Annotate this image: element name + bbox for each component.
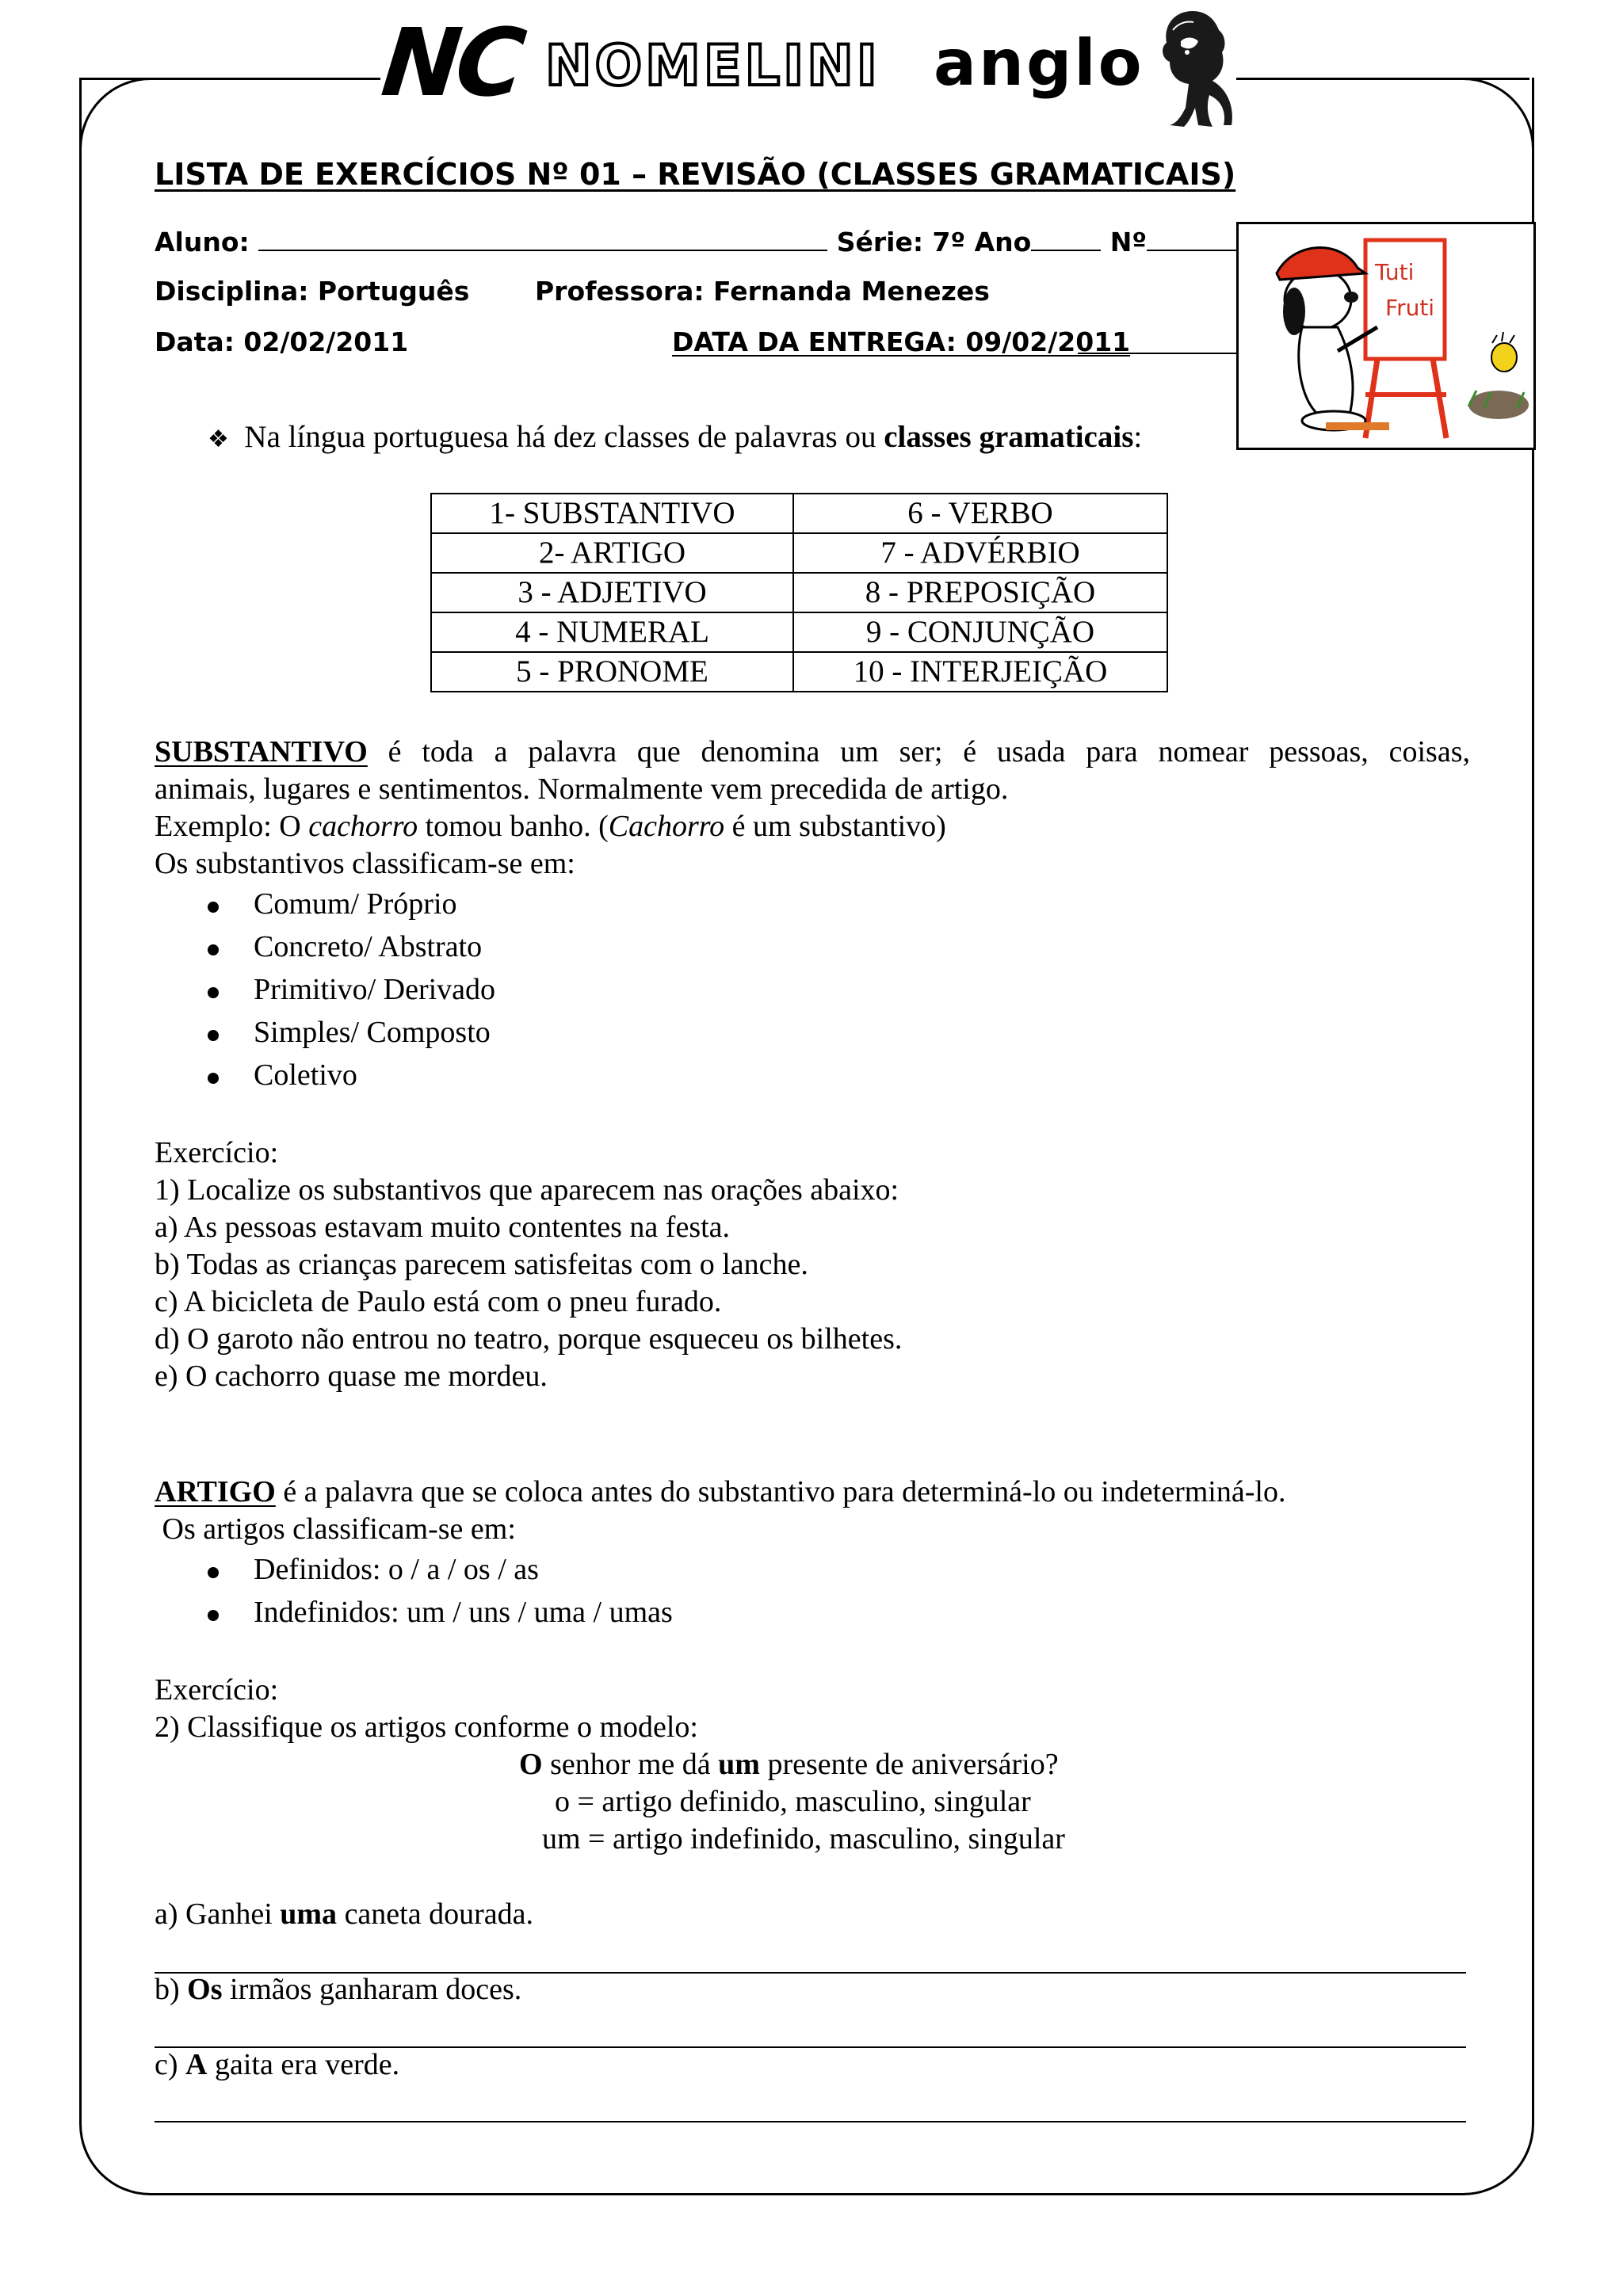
intro-text-end: : — [1133, 420, 1143, 454]
exercise2-item — [155, 2046, 399, 2084]
intro-bullet-icon: ❖ — [208, 425, 229, 453]
bullet-icon — [208, 902, 219, 913]
exercise2-model-sentence — [519, 1746, 1059, 1783]
item-part: c) — [155, 2048, 186, 2081]
table-cell: 8 - PREPOSIÇÃO — [793, 573, 1167, 612]
exercise1-item: c) A bicicleta de Paulo está com o pneu furado. — [155, 1285, 722, 1318]
list-item: Indefinidos: um / uns / uma / umas — [254, 1596, 673, 1629]
example-part: tomou banho. ( — [418, 810, 609, 843]
logo-anglo: anglo — [934, 26, 1144, 100]
table-row — [431, 494, 1167, 533]
example-part: é um substantivo) — [724, 810, 946, 843]
list-item: Primitivo/ Derivado — [254, 973, 496, 1006]
serie-field[interactable] — [1031, 226, 1101, 251]
exercise2-model-line3: um = artigo indefinido, masculino, singular — [542, 1822, 1065, 1855]
substantivo-example — [155, 808, 946, 845]
bullet-icon — [208, 1030, 219, 1041]
numero-label: Nº — [1109, 227, 1148, 257]
exercise1-item: e) O cachorro quase me mordeu. — [155, 1360, 548, 1393]
table-cell: 7 - ADVÉRBIO — [793, 533, 1167, 573]
table-cell: 5 - PRONOME — [431, 652, 793, 692]
list-item: Comum/ Próprio — [254, 887, 457, 921]
aluno-field[interactable] — [258, 226, 827, 251]
item-part: b) — [155, 1973, 188, 2006]
data: Data: 02/02/2011 — [155, 326, 409, 357]
artigo-definition — [155, 1474, 1285, 1511]
substantivo-term: SUBSTANTIVO — [155, 735, 368, 769]
example-part: Exemplo: O — [155, 810, 309, 843]
answer-line[interactable] — [155, 2121, 1466, 2122]
illustration-frame — [1236, 222, 1536, 450]
exercise2-model-line2: o = artigo definido, masculino, singular — [555, 1785, 1031, 1818]
intro-text-bold: classes gramaticais — [884, 420, 1134, 454]
item-article-bold: A — [185, 2048, 208, 2081]
bullet-icon — [208, 1610, 219, 1621]
model-part: presente de aniversário? — [759, 1748, 1059, 1781]
item-part: a) Ganhei — [155, 1897, 281, 1931]
table-cell: 6 - VERBO — [793, 494, 1167, 533]
exercise1-prompt: 1) Localize os substantivos que aparecem nas orações abaixo: — [155, 1173, 899, 1207]
exercise1-heading: Exercício: — [155, 1136, 279, 1169]
artigo-term: ARTIGO — [155, 1475, 276, 1508]
table-cell: 9 - CONJUNÇÃO — [793, 612, 1167, 652]
table-row — [431, 573, 1167, 612]
table-cell: 3 - ADJETIVO — [431, 573, 793, 612]
item-article-bold: Os — [187, 1973, 223, 2006]
student-info-row — [155, 226, 1248, 257]
substantivo-definition-line1 — [155, 734, 1470, 771]
artigo-classify-intro: Os artigos classificam-se em: — [155, 1512, 516, 1546]
exercise2-item — [155, 1971, 521, 2008]
intro-text — [208, 418, 1142, 458]
bullet-icon — [208, 1073, 219, 1084]
list-item: Definidos: o / a / os / as — [254, 1553, 539, 1586]
data-entrega-underline — [1078, 353, 1236, 354]
item-part: gaita era verde. — [207, 2048, 400, 2081]
logo-nomelini: NOMELINI — [545, 33, 880, 98]
item-part: irmãos ganharam doces. — [222, 1973, 522, 2006]
table-row — [431, 612, 1167, 652]
snoopy-painting-illustration — [1239, 224, 1533, 448]
exercise1-item: d) O garoto não entrou no teatro, porque esqueceu os bilhetes. — [155, 1322, 903, 1356]
professora: Professora: Fernanda Menezes — [535, 276, 990, 307]
model-article-bold: um — [718, 1748, 760, 1781]
table-row — [431, 533, 1167, 573]
list-item: Coletivo — [254, 1058, 357, 1092]
aluno-label: Aluno: — [155, 227, 250, 257]
table-cell: 10 - INTERJEIÇÃO — [793, 652, 1167, 692]
intro-text-main: Na língua portuguesa há dez classes de palavras ou — [244, 420, 884, 454]
example-italic: Cachorro — [608, 810, 725, 843]
substantivo-classify-intro: Os substantivos classificam-se em: — [155, 847, 575, 880]
exercise2-item — [155, 1896, 533, 1933]
exercise2-heading: Exercício: — [155, 1673, 279, 1707]
table-row — [431, 652, 1167, 692]
model-part: senhor me dá — [542, 1748, 719, 1781]
easel-sign-line2: Fruti — [1385, 295, 1435, 321]
exercise2-prompt: 2) Classifique os artigos conforme o modelo: — [155, 1711, 698, 1744]
item-part: caneta dourada. — [337, 1897, 533, 1931]
disciplina: Disciplina: Português — [155, 276, 470, 307]
numero-field[interactable] — [1147, 226, 1248, 251]
word-classes-table — [430, 493, 1168, 692]
model-article-bold: O — [519, 1748, 543, 1781]
list-item: Simples/ Composto — [254, 1016, 491, 1049]
table-cell: 2- ARTIGO — [431, 533, 793, 573]
easel-sign-line1: Tuti — [1375, 259, 1415, 285]
substantivo-def-line1: é toda a palavra que denomina um ser; é usada para nomear pessoas, coisas, — [388, 735, 1470, 769]
substantivo-definition-line2: animais, lugares e sentimentos. Normalmente vem precedida de artigo. — [155, 772, 1009, 806]
bullet-icon — [208, 944, 219, 955]
exercise1-item: b) Todas as crianças parecem satisfeitas com o lanche. — [155, 1248, 808, 1281]
item-article-bold: uma — [280, 1897, 338, 1931]
logo-nc: NC — [376, 8, 526, 117]
artigo-def: é a palavra que se coloca antes do substantivo para determiná-lo ou indeterminá-lo. — [275, 1475, 1286, 1508]
data-entrega: DATA DA ENTREGA: 09/02/2011 — [672, 326, 1131, 357]
example-italic: cachorro — [308, 810, 418, 843]
bullet-icon — [208, 1567, 219, 1578]
exercise1-item: a) As pessoas estavam muito contentes na festa. — [155, 1211, 731, 1244]
bullet-icon — [208, 987, 219, 998]
list-item: Concreto/ Abstrato — [254, 930, 483, 963]
page-title: LISTA DE EXERCÍCIOS Nº 01 – REVISÃO (CLASSES GRAMATICAIS) — [155, 157, 1236, 192]
serie-label: Série: 7º Ano — [836, 227, 1032, 257]
table-cell: 4 - NUMERAL — [431, 612, 793, 652]
table-cell: 1- SUBSTANTIVO — [431, 494, 793, 533]
